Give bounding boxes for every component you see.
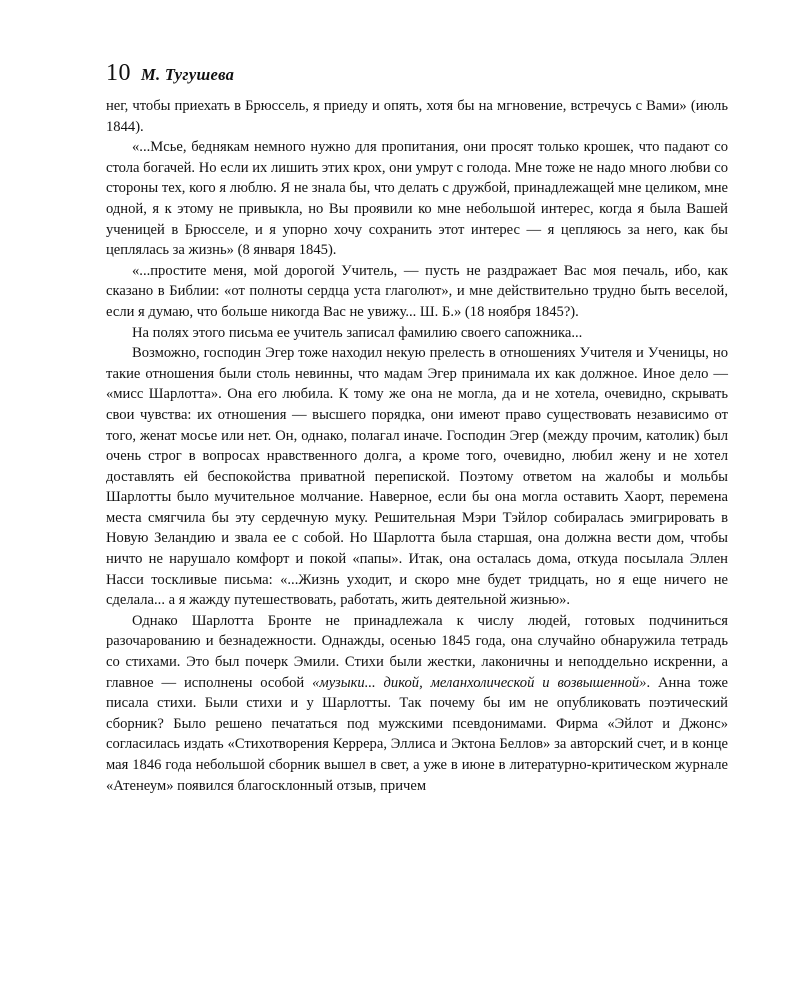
paragraph-6 bbox=[106, 611, 728, 796]
paragraph-3: «...простите меня, мой дорогой Учитель, — пусть не раздражает Вас моя печаль, ибо, как сказано в Библии: «от полноты сердца уста глаголют», и мне действительно трудно быть веселой, если я думаю, что больше никогда Вас не увижу... Ш. Б.» (18 ноября 1845?). bbox=[106, 262, 728, 320]
page-header bbox=[106, 60, 728, 90]
paragraph-4: На полях этого письма ее учитель записал фамилию своего сапожника... bbox=[132, 324, 583, 341]
page-number: 10 bbox=[106, 60, 131, 86]
paragraph-6-text-a: Однако Шарлотта Бронте не принадлежала к числу людей, готовых подчиниться разочарованию и безнадежности. Однажды, осенью 1845 года, она случайно обнаружила тетрадь со стихами. Это был почерк Эмили. Стихи были жестки, лаконичны и неподдельно искренни, а главное — исполнены особой bbox=[106, 612, 728, 691]
running-head-author: М. Тугушева bbox=[141, 65, 235, 84]
paragraph-6-italic-quote: «музыки... дикой, меланхолической и возвышенной» bbox=[312, 674, 647, 691]
paragraph-1: нег, чтобы приехать в Брюссель, я приеду и опять, хотя бы на мгновение, встречусь с Вами» (июль 1844). bbox=[106, 98, 728, 135]
book-page bbox=[106, 60, 728, 796]
paragraph-6-text-b: . Анна тоже писала стихи. Были стихи и у Шарлотты. Так почему бы им не опубликовать поэтический сборник? Было решено печататься под мужскими псевдонимами. Фирма «Эйлот и Джонс» согласилась издать «Стихотворения Керрера, Эллиса и Эктона Беллов» за авторский счет, и в конце мая 1846 года небольшой сборник вышел в свет, а уже в июне в литературно-критическом журнале «Атенеум» появился благосклонный отзыв, причем bbox=[106, 674, 728, 794]
paragraph-5: Возможно, господин Эгер тоже находил некую прелесть в отношениях Учителя и Ученицы, но такие отношения были столь невинны, что мадам Эгер принимала их как должное. Иное дело — «мисс Шарлотта». Она его любила. К тому же она не могла, да и не хотела, очевидно, скрывать свои чувства: их отношения — высшего порядка, они имеют право существовать независимо от того, женат мосье или нет. Он, однако, полагал иначе. Господин Эгер (между прочим, католик) был очень строг в вопросах нравственного долга, а кроме того, очевидно, любил жену и не хотел доставлять ей беспокойства приватной перепиской. Поэтому ответом на жалобы и мольбы Шарлотты было мучительное молчание. Наверное, если бы она могла оставить Хаорт, перемена места смягчила бы эту сердечную муку. Решительная Мэри Тэйлор собиралась эмигрировать в Новую Зеландию и звала ее с собой. Но Шарлотта была старшая, она должна вести дом, чтобы ничто не нарушало комфорт и покой «папы». Итак, она осталась дома, откуда посылала Эллен Насси тоскливые письма: «...Жизнь уходит, и скоро мне будет тридцать, но я еще ничего не сделала... а я жажду путешествовать, работать, жить деятельной жизнью». bbox=[106, 345, 728, 609]
body-text bbox=[106, 96, 728, 796]
paragraph-2: «...Мсье, беднякам немного нужно для пропитания, они просят только крошек, что падают со стола богачей. Но если их лишить этих крох, они умрут с голода. Мне тоже не надо много любви со стороны тех, кого я люблю. Я не знала бы, что делать с дружбой, принадлежащей мне целиком, мне одной, я к этому не привыкла, но Вы проявили ко мне небольшой интерес, когда я была Вашей ученицей в Брюсселе, и я упорно хочу сохранить этот интерес — я цепляюсь за него, как бы цеплялась за жизнь» (8 января 1845). bbox=[106, 139, 728, 259]
